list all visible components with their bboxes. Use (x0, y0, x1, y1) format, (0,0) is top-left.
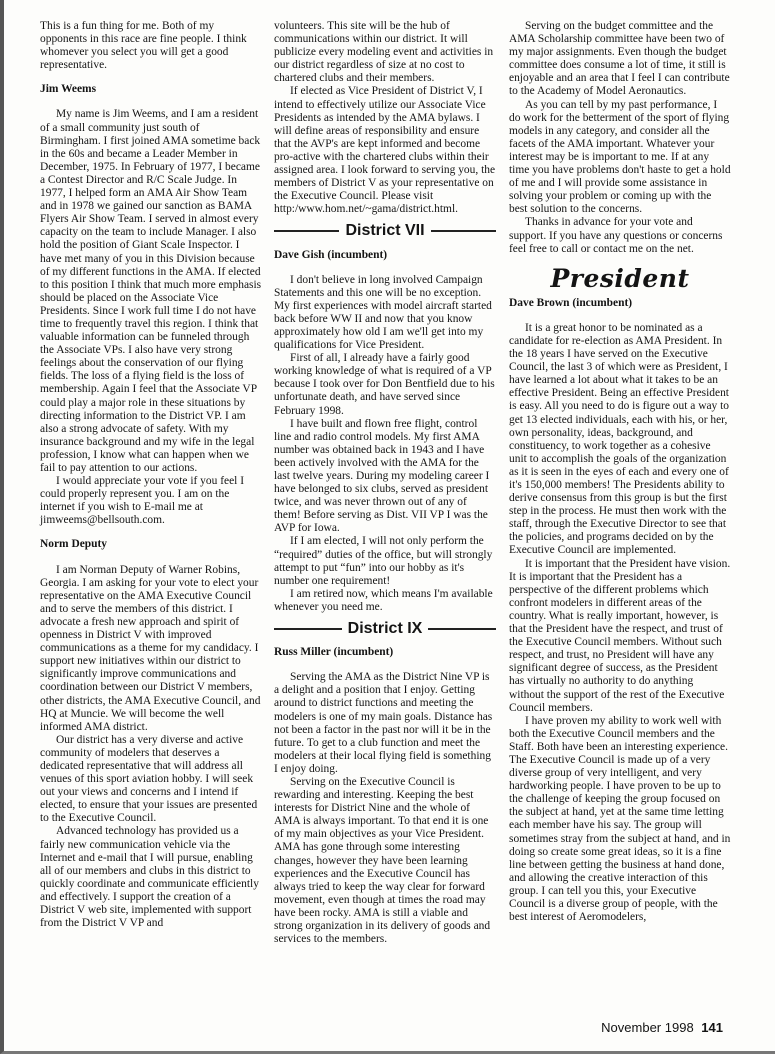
district-ix-title: District IX (347, 620, 423, 638)
candidate-name-jim-weems: Jim Weems (40, 83, 97, 96)
weems-paragraph-1: My name is Jim Weems, and I am a resident of a small community just south of Birmingham. I first joined AMA sometime back in the 60s and became a Leader Member in December, 1975. In February of 1977, I became a Contest Director and R/C Scale Judge. In 1977, I helped form an AMA Air Show Team and in 1978 we gained our sanction as BAMA Flyers Air Show Team. I served in almost every capacity on the team to include Manager. I also hold the position of Giant Scale Inspector. I have met many of you in this Division because of my different functions in the AMA. If elected to this position I think that much more emphasis should be placed on the Associate Vice Presidents. Since I work full time I do not have time to frequently travel this region. I think that valuable information can be funneled through the Associate VPs. I also have very strong feelings about the conservation of our flying fields. The loss of a flying field is the loss of membership. Again I feel that the Associate VP could play a major role in these situations by directing information to the District VP. I am also a strong advocate of safety. With my insurance background and my wife in the legal profession, I know what can happen when we fail to pay attention to our actions. (40, 108, 262, 474)
deputy-paragraph-2: Our district has a very diverse and active community of modelers that deserves a dedicated representative that will address all venues of this sport aviation hobby. I will seek out your views and concerns and I intend if elected, to ensure that your issues are presented to the Executive Council. (40, 733, 258, 825)
gish-paragraph-3: I have built and flown free flight, control line and radio control models. My first AMA number was obtained back in 1943 and I have been actively involved with the AMA for the last twelve years. During my modeling career I have belonged to six clubs, served as president twice, and was never thrown out of any of them! Before serving as Dist. VII VP I was the AVP for Iowa. (274, 417, 490, 535)
page-footer (601, 1020, 723, 1035)
district-ix-heading (274, 620, 496, 638)
miller-paragraph-5: Thanks in advance for your vote and support. If you have any questions or concerns feel free to call or contact me on the net. (509, 216, 723, 255)
heading-rule-left (274, 628, 342, 630)
heading-rule-left (274, 230, 339, 232)
candidate-name-dave-gish: Dave Gish (incumbent) (274, 248, 388, 261)
district-vii-title: District VII (345, 222, 425, 240)
brown-paragraph-1: It is a great honor to be nominated as a candidate for re-election as AMA President. In the 18 years I have served on the Executive Council, the last 3 of which were as President, I have learned a lot about what it takes to be an effective President. Being an effective President is easy. All you need to do is figure out a way to get 13 elected individuals, each with his, or her, own personality, ideas, background, and constituency, to work together as a cohesive unit to accomplish the goals of the organization as it is seen in the eyes of each and every one of it's 150,000 members! The Presidents ability to derive consensus from this group is but the first step in the process. He must then work with the staff, through the Executive Director to see that the policies, and programs decided on by the Executive Council are implemented. (509, 321, 730, 557)
weems-paragraph-2: I would appreciate your vote if you feel I could properly represent you. I am on the internet if you wish to E-mail me at jimweems@bellsouth.com. (40, 475, 245, 527)
deputy-continued-paragraph-1: volunteers. This site will be the hub of communications within our district. It will publicize every modeling event and activities in our district regardless of size at no cost to chartered clubs and their members. (274, 20, 494, 85)
heading-rule-right (428, 628, 496, 630)
candidate-name-norm-deputy: Norm Deputy (40, 538, 108, 551)
district-vii-heading (274, 222, 496, 240)
column-2 (274, 20, 496, 946)
heading-rule-right (431, 230, 496, 232)
deputy-paragraph-3: Advanced technology has provided us a fairly new communication vehicle via the Internet and e-mail that I will pursue, enabling all of our members and clubs in this district to quickly coordinate and communicate efficiently and effectively. I support the creation of a District V web site, implemented with support from the District V VP and (40, 825, 259, 930)
issue-date: November 1998 (601, 1020, 694, 1035)
deputy-paragraph-1: I am Norman Deputy of Warner Robins, Georgia. I am asking for your vote to elect your representative on the AMA Executive Council and to serve the members of this district. I advocate a fresh new approach and spirit of openness in District V with improved communications as a theme for my candidacy. I support new initiatives within our district to significantly improve communications and coordination between our District V members, other districts, the AMA Executive Council, and HQ at Muncie. We will become the well informed AMA district. (40, 563, 261, 733)
page-number: 141 (701, 1020, 723, 1035)
gish-paragraph-5: I am retired now, which means I'm available whenever you need me. (274, 587, 493, 613)
column-3 (509, 20, 731, 924)
intro-paragraph: This is a fun thing for me. Both of my opponents in this race are fine people. I think whomever you select you will get a good representative. (40, 20, 247, 72)
miller-paragraph-4: As you can tell by my past performance, I do work for the betterment of the sport of flying models in any category, and consider all the facets of the AMA important. Whatever your interest may be is important to me. If at any time you have problems don't haste to get a hold of me and I will provide some assistance in solving your problem or coming up with the best solution to the concerns. (509, 98, 731, 216)
candidate-name-russ-miller: Russ Miller (incumbent) (274, 646, 394, 659)
gish-paragraph-1: I don't believe in long involved Campaign Statements and this one will be no exception. My first experiences with model aircraft started back before WW II and now that you know approximately how old I am we'll get into my qualifications for Vice President. (274, 273, 492, 352)
gish-paragraph-2: First of all, I already have a fairly good working knowledge of what is required of a VP because I took over for Don Bentfield due to his unfortunate death, and have served since February 1998. (274, 352, 495, 417)
gish-paragraph-4: If I am elected, I will not only perform the “required” duties of the office, but will strongly attempt to put “fun” into our hobby as it's number one requirement! (274, 535, 493, 587)
president-heading: President (550, 263, 690, 293)
deputy-continued-paragraph-2: If elected as Vice President of District V, I intend to effectively utilize our Associate Vice Presidents as intended by the AMA bylaws. I will define areas of responsibility and ensure that the AVP's are kept informed and become pro-active with the chartered clubs within their assigned area. I look forward to serving you, the members of District V as your representative on the Executive Council. Please visit http:/www.hom.net/~gama/district.html. (274, 85, 496, 216)
brown-paragraph-3: I have proven my ability to work well with both the Executive Council members and the Staff. Both have been an interesting experience. The Executive Council is made up of a very diverse group of very intelligent, and very hardworking people. I have proven to be up to the challenge of keeping the group focused on the subject at hand, yet at the same time letting each member have his say. The group will sometimes stray from the subject at hand, and in doing so create some great ideas, so it is a fine line between getting the business at hand done, and allowing the creative interaction of this group. I can tell you this, your Executive Council is a diverse group of people, with the best interest of Aeromodelers, (509, 714, 731, 924)
brown-paragraph-2: It is important that the President have vision. It is important that the President has a perspective of the different problems which confront modelers in different areas of the country. What is really important, however, is that the President have the respect, and trust of the Executive Council members. Without such respect, and trust, no President will have any significant degree of success, as the President has virtually no authority to do anything without the support of the rest of the Executive Council members. (509, 557, 731, 714)
miller-paragraph-3: Serving on the budget committee and the AMA Scholarship committee have been two of my major assignments. Even though the budget committee does consume a lot of time, it still is enjoyable and an area that I feel I can contribute to the Academy of Model Aeronautics. (509, 20, 730, 98)
miller-paragraph-2: Serving on the Executive Council is rewarding and interesting. Keeping the best interests for District Nine and the whole of AMA is always important. To that end it is one of my main objectives as your Vice President. AMA has gone through some interesting changes, however they have been learning experiences and the Executive Council has always tried to keep the way clear for forward movement, even though at times the road may have been rocky. AMA is still a viable and strong organization in its delivery of goods and services to the members. (274, 775, 491, 946)
miller-paragraph-1: Serving the AMA as the District Nine VP is a delight and a position that I enjoy. Getting around to district functions and meeting the modelers is one of my main goals. Distance has not been a factor in the past nor will it be in the future. To get to a club function and meet the modelers at their local flying field is something I enjoy doing. (274, 671, 493, 775)
candidate-name-dave-brown: Dave Brown (incumbent) (509, 296, 633, 309)
column-1 (40, 20, 262, 930)
